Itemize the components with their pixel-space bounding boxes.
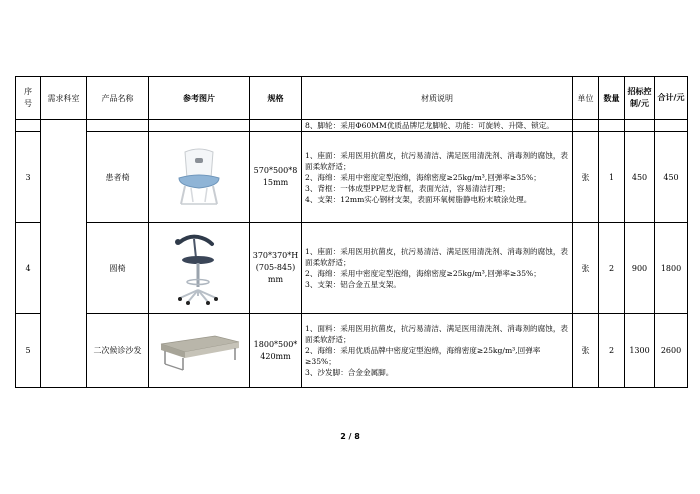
material-line: 2、海绵：采用优质品牌中密度定型泡绵，海绵密度≥25kg/m³,回弹率≥35%； (305, 346, 541, 366)
total-cell: 2600 (655, 314, 688, 388)
table-row (16, 132, 688, 223)
product-name: 圆椅 (87, 223, 149, 314)
material-cell (302, 314, 573, 388)
product-name: 患者椅 (87, 132, 149, 223)
header-material: 材质说明 (302, 77, 573, 120)
material-line: 1、面料：采用医用抗菌皮，抗污易清洁、满足医用清洗剂、消毒剂的腐蚀，表面柔软舒适； (305, 324, 569, 344)
total-cell: 1800 (655, 223, 688, 314)
qty-cell: 1 (599, 132, 625, 223)
table-row (16, 223, 688, 314)
material-line: 1、座面：采用医用抗菌皮，抗污易清洁、满足医用清洗剂、消毒剂的腐蚀，表面柔软舒适； (305, 150, 569, 171)
table-row (16, 314, 688, 388)
cell-empty (599, 120, 625, 132)
material-line: 4、支架：12mm实心钢材支架，表面环氧树脂静电粉末喷涂处理。 (305, 194, 532, 204)
cell-empty (16, 120, 41, 132)
header-spec: 规格 (250, 77, 302, 120)
material-cell (302, 132, 573, 223)
header-name: 产品名称 (87, 77, 149, 120)
qty-cell: 2 (599, 314, 625, 388)
chair-icon (169, 146, 229, 208)
unit-cell: 张 (573, 223, 599, 314)
material-line: 2、海绵：采用中密度定型泡绵，海绵密度≥25kg/m³,回弹率≥35%； (305, 269, 541, 278)
header-row (16, 77, 688, 120)
material-line: 3、沙发脚：合金金属脚。 (305, 368, 394, 377)
product-name: 二次候诊沙发 (87, 314, 149, 388)
total-cell: 450 (655, 132, 688, 223)
seq-cell: 3 (16, 132, 41, 223)
continuation-text: 8、脚轮：采用Φ60MM优质品牌尼龙脚轮、功能：可旋转、升降、锁定。 (302, 120, 573, 132)
unit-cell: 张 (573, 132, 599, 223)
specification-table (15, 76, 688, 388)
price-cell: 900 (625, 223, 655, 314)
page-number: 2 / 8 (340, 432, 360, 441)
bench-sofa-icon (155, 326, 243, 376)
cell-empty (250, 120, 302, 132)
cell-empty (149, 120, 250, 132)
material-line: 3、支架：铝合金五星支架。 (305, 280, 401, 289)
spec-cell: 1800*500*420mm (250, 314, 302, 388)
image-cell (149, 314, 250, 388)
stool-icon (168, 230, 230, 306)
header-dept: 需求科室 (41, 77, 87, 120)
price-cell: 450 (625, 132, 655, 223)
header-image: 参考图片 (149, 77, 250, 120)
header-total: 合计/元 (655, 77, 688, 120)
header-qty: 数量 (599, 77, 625, 120)
spec-cell: 570*500*815mm (250, 132, 302, 223)
seq-cell: 5 (16, 314, 41, 388)
cell-empty (625, 120, 655, 132)
unit-cell: 张 (573, 314, 599, 388)
price-cell: 1300 (625, 314, 655, 388)
seq-cell: 4 (16, 223, 41, 314)
header-unit: 单位 (573, 77, 599, 120)
header-seq: 序号 (16, 77, 41, 120)
qty-cell: 2 (599, 223, 625, 314)
material-line: 1、座面：采用医用抗菌皮，抗污易清洁、满足医用清洗剂、消毒剂的腐蚀，表面柔软舒适； (305, 247, 569, 267)
material-line: 2、海绵：采用中密度定型泡绵，海绵密度≥25kg/m³,回弹率≥35%； (305, 172, 541, 182)
cell-dept-merged (41, 120, 87, 388)
material-cell (302, 223, 573, 314)
image-cell (149, 223, 250, 314)
spec-cell: 370*370*H(705-845)mm (250, 223, 302, 314)
cell-empty (655, 120, 688, 132)
continuation-row (16, 120, 688, 132)
cell-empty (87, 120, 149, 132)
cell-empty (573, 120, 599, 132)
header-price: 招标控制/元 (625, 77, 655, 120)
image-cell (149, 132, 250, 223)
material-line: 3、背框：一体成型PP尼龙背框，表面光洁，容易清洁打理； (305, 183, 510, 193)
